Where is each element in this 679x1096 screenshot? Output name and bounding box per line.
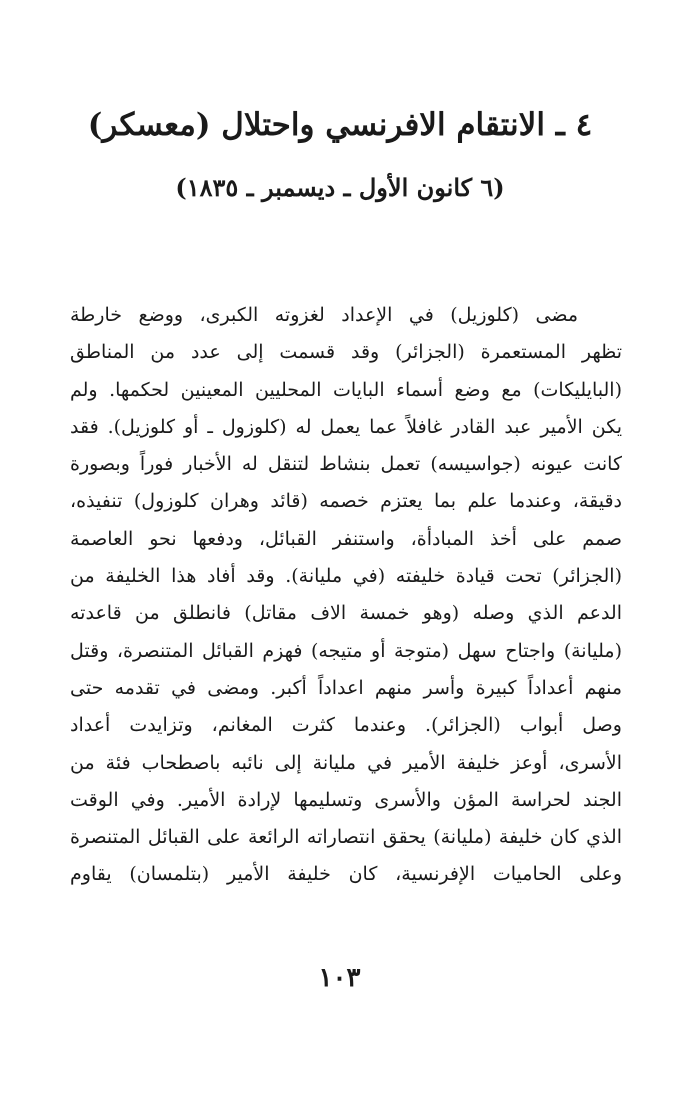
paragraph-line: وصل أبواب (الجزائر). وعندما كثرت المغانم، وتزايدت أعداد: [70, 714, 622, 737]
paragraph-line: وعلى الحاميات الإفرنسية، كان خليفة الأمير (بتلمسان) يقاوم: [70, 863, 622, 886]
paragraph-line: الأسرى، أوعز خليفة الأمير في مليانة إلى نائبه باصطحاب فئة من: [70, 751, 622, 774]
paragraph-line: الذي كان خليفة (مليانة) يحقق انتصاراته الرائعة على القبائل المتنصرة: [70, 826, 622, 849]
paragraph-line: دقيقة، وعندما علم بما يعتزم خصمه (قائد وهران كلوزول) تنفيذه،: [70, 490, 622, 513]
paragraph-line: (الجزائر) تحت قيادة خليفته (في مليانة). وقد أفاد هذا الخليفة من: [70, 565, 622, 588]
paragraph-line: منهم أعداداً كبيرة وأسر منهم اعداداً أكبر. ومضى في تقدمه حتى: [70, 676, 622, 699]
page-number: ١٠٣: [318, 963, 361, 993]
paragraph-line: (البايليكات) مع وضع أسماء البايات المحليين المعينين لحكمها. ولم: [70, 378, 622, 401]
paragraph-line: مضى (كلوزيل) في الإعداد لغزوته الكبرى، ووضع خارطة: [70, 304, 578, 326]
paragraph-line: تظهر المستعمرة (الجزائر) وقد قسمت إلى عدد من المناطق: [70, 341, 622, 364]
paragraph-line: الجند لحراسة المؤن والأسرى وتسليمها لإرادة الأمير. وفي الوقت: [70, 788, 622, 811]
chapter-section-title: ٤ ـ الانتقام الافرنسي واحتلال (معسكر): [87, 107, 593, 143]
chapter-section-date: (٦ كانون الأول ـ ديسمبر ـ ١٨٣٥): [175, 173, 505, 202]
paragraph-line: الدعم الذي وصله (وهو خمسة الاف مقاتل) فانطلق من قاعدته: [70, 602, 622, 625]
body-paragraph: [70, 297, 622, 894]
paragraph-line: يكن الأمير عبد القادر غافلاً عما يعمل له (كلوزول ـ أو كلوزيل). فقد: [70, 415, 622, 438]
paragraph-line: كانت عيونه (جواسيسه) تعمل بنشاط لتنقل له الأخبار فوراً وبصورة: [70, 453, 622, 476]
paragraph-line: صمم على أخذ المبادأة، واستنفر القبائل، ودفعها نحو العاصمة: [70, 527, 622, 550]
paragraph-line: (مليانة) واجتاح سهل (متوجة أو متيجه) فهزم القبائل المتنصرة، وقتل: [70, 639, 622, 662]
